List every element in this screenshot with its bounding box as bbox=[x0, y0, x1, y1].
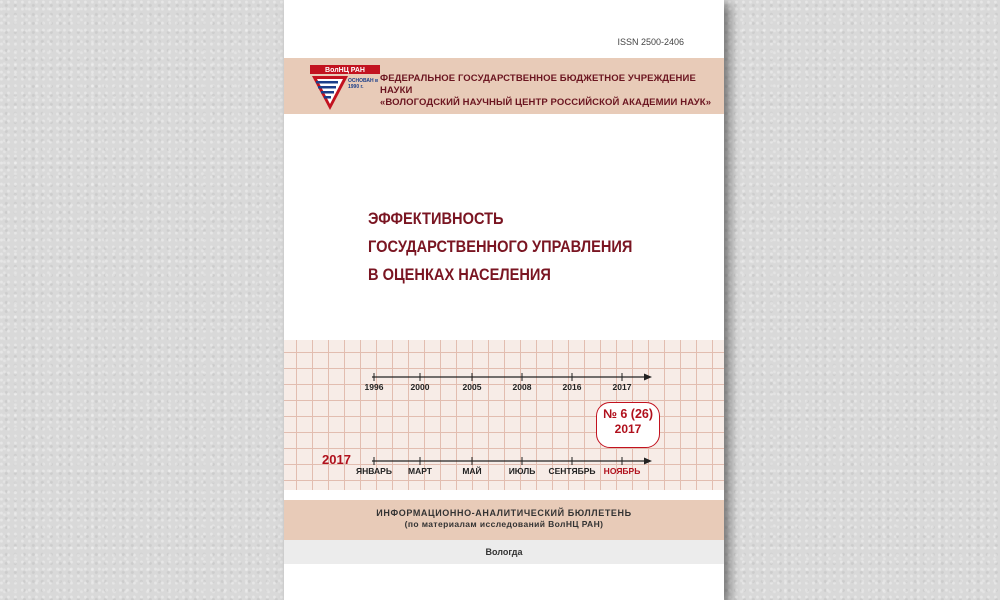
timeline-month-current: НОЯБРЬ bbox=[603, 466, 641, 476]
issue-number-badge bbox=[596, 402, 660, 448]
city-band bbox=[284, 540, 724, 564]
timeline-month: МАЙ bbox=[462, 466, 482, 476]
timeline-year: 2005 bbox=[462, 382, 482, 392]
timeline-year: 2016 bbox=[562, 382, 582, 392]
logo-founded: ОСНОВАН в 1990 г. bbox=[348, 78, 379, 90]
logo-name: ВолНЦ РАН bbox=[325, 67, 365, 74]
timeline-month: ЯНВАРЬ bbox=[356, 466, 392, 476]
publication-title bbox=[368, 205, 660, 289]
timeline-month: СЕНТЯБРЬ bbox=[548, 466, 596, 476]
title-line-1: ЭФФЕКТИВНОСТЬ bbox=[368, 209, 504, 228]
title-line-2: ГОСУДАРСТВЕННОГО УПРАВЛЕНИЯ bbox=[368, 237, 633, 256]
journal-cover bbox=[284, 0, 724, 600]
bulletin-band bbox=[284, 500, 724, 540]
issue-number: № 6 (26) bbox=[602, 407, 654, 421]
organization-line-2: «ВОЛОГОДСКИЙ НАУЧНЫЙ ЦЕНТР РОССИЙСКОЙ АКАДЕМИИ НАУК» bbox=[380, 97, 712, 108]
bulletin-type: ИНФОРМАЦИОННО-АНАЛИТИЧЕСКИЙ БЮЛЛЕТЕНЬ bbox=[376, 508, 632, 518]
organization-line-1: ФЕДЕРАЛЬНОЕ ГОСУДАРСТВЕННОЕ БЮДЖЕТНОЕ УЧРЕЖДЕНИЕ НАУКИ bbox=[380, 73, 696, 96]
timeline-month: МАРТ bbox=[408, 466, 432, 476]
volnc-logo-icon bbox=[310, 64, 380, 112]
issue-year: 2017 bbox=[614, 422, 642, 436]
timeline-year: 1996 bbox=[364, 382, 384, 392]
issn-label: ISSN 2500-2406 bbox=[617, 37, 684, 47]
timeline-year: 2000 bbox=[410, 382, 430, 392]
timeline-year: 2008 bbox=[512, 382, 532, 392]
timeline-current-year: 2017 bbox=[322, 452, 351, 467]
title-line-3: В ОЦЕНКАХ НАСЕЛЕНИЯ bbox=[368, 265, 551, 284]
organization-band bbox=[284, 58, 724, 114]
timeline-year: 2017 bbox=[612, 382, 632, 392]
bulletin-source: (по материалам исследований ВолНЦ РАН) bbox=[404, 519, 604, 529]
organization-name bbox=[380, 73, 720, 109]
timeline-month: ИЮЛЬ bbox=[508, 466, 536, 476]
city-name: Вологда bbox=[485, 547, 523, 557]
timeline-grid bbox=[284, 340, 724, 490]
